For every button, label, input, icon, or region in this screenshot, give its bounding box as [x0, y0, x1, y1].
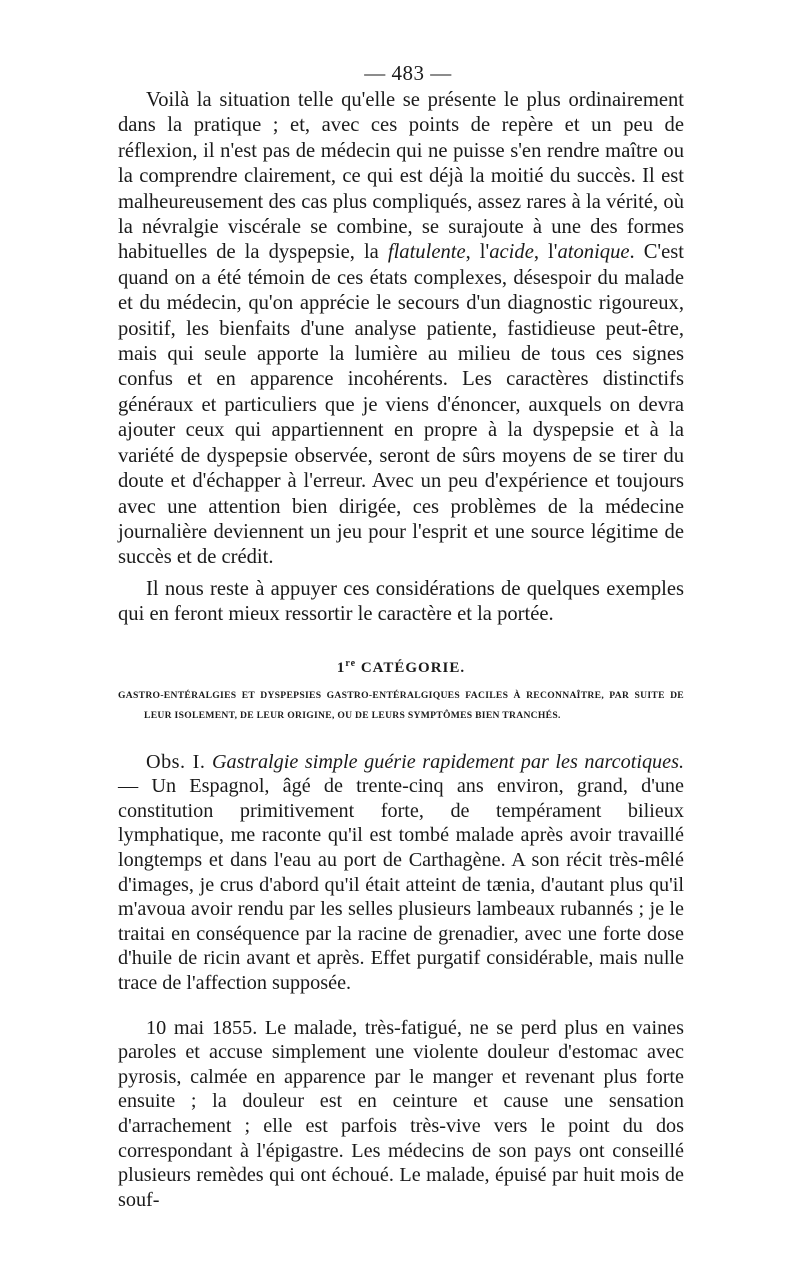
page-number: — 483 — [364, 61, 452, 85]
term-flatulente: flatulente [387, 241, 466, 264]
observation-1 [118, 750, 684, 996]
category-superscript: re [345, 657, 357, 669]
term-atonique: atonique [557, 241, 630, 264]
category-number: 1 [336, 659, 346, 676]
term-acide: acide [489, 241, 534, 264]
paragraph-situation [118, 88, 684, 571]
paragraph-situation-text-1: Voilà la situation telle qu'elle se présente le plus ordinairement dans la pratique ; et, avec ces points de repère et un peu de réflexion, il n'est pas de médecin qui ne puisse s'en rendre maître ou la comprendre clairement, ce qui est déjà la moitié du succès. Il est malheureusement des cas plus compliqués, assez rares à la vérité, où la névralgie viscérale se combine, se surajoute à une des formes habituelles de la dyspepsie, la [118, 89, 684, 264]
observation-1-text: — Un Espagnol, âgé de trente-cinq ans environ, grand, d'une constitution primitivement forte, de tempérament bilieux lymphatique, me raconte qu'il est tombé malade après avoir travaillé longtemps et dans l'eau au port de Carthagène. A son récit très-mêlé d'images, je crus d'abord qu'il était atteint de tænia, d'autant plus qu'il m'avoua avoir rendu par les selles plusieurs lambeaux rubannés ; je le traitai en conséquence par la racine de grenadier, avec une forte dose d'huile de ricin avant et après. Effet purgatif considérable, mais nulle trace de l'affection supposée. [118, 775, 684, 994]
separator-1: , l' [465, 241, 490, 264]
category-subtitle: GASTRO-ENTÉRALGIES ET DYSPEPSIES GASTRO-ENTÉRALGIQUES FACILES À RECONNAÎTRE, PAR SUITE DE LEUR ISOLEMENT, DE LEUR ORIGINE, OU DE LEURS SYMPTÔMES BIEN TRANCHÉS. [118, 689, 684, 721]
book-page [118, 58, 684, 1212]
separator-2: , l' [533, 241, 558, 264]
observation-1-title: Gastralgie simple guérie rapidement par les narcotiques. [211, 750, 684, 773]
paragraph-examples: Il nous reste à appuyer ces considérations de quelques exemples qui en feront mieux ressortir le caractère et la portée. [118, 577, 684, 626]
paragraph-situation-text-2: . C'est quand on a été témoin de ces états complexes, désespoir du malade et du médecin, qu'on apprécie le secours d'un diagnostic rigoureux, positif, les bienfaits d'une analyse patiente, fastidieuse peut-être, mais qui seule apporte la lumière au milieu de tous ces signes confus et en apparence incohérents. Les caractères distinctifs généraux et particuliers que je viens d'énoncer, auxquels on devra ajouter ceux qui appartiennent en propre à la dyspepsie et à la variété de dyspepsie observée, seront de sûrs moyens de se tirer du doute et d'échapper à l'erreur. Avec un peu d'expérience et toujours avec une attention bien dirigée, ces problèmes de la médecine journalière deviennent un jeu pour l'esprit et une source légitime de succès et de crédit. [118, 241, 685, 569]
observation-1-label: Obs. I. [146, 750, 206, 773]
category-label: CATÉGORIE. [360, 659, 466, 676]
category-heading [118, 650, 684, 678]
observation-1-continuation: 10 mai 1855. Le malade, très-fatigué, ne se perd plus en vaines paroles et accuse simplement une violente douleur d'estomac avec pyrosis, calmée en apparence par le manger et revenant plus forte ensuite ; la douleur est en ceinture et cause une sensation d'arrachement ; elle est parfois très-vive vers le point du dos correspondant à l'épigastre. Les médecins de son pays ont conseillé plusieurs remèdes qui ont échoué. Le malade, épuisé par huit mois de souf- [118, 1016, 684, 1211]
